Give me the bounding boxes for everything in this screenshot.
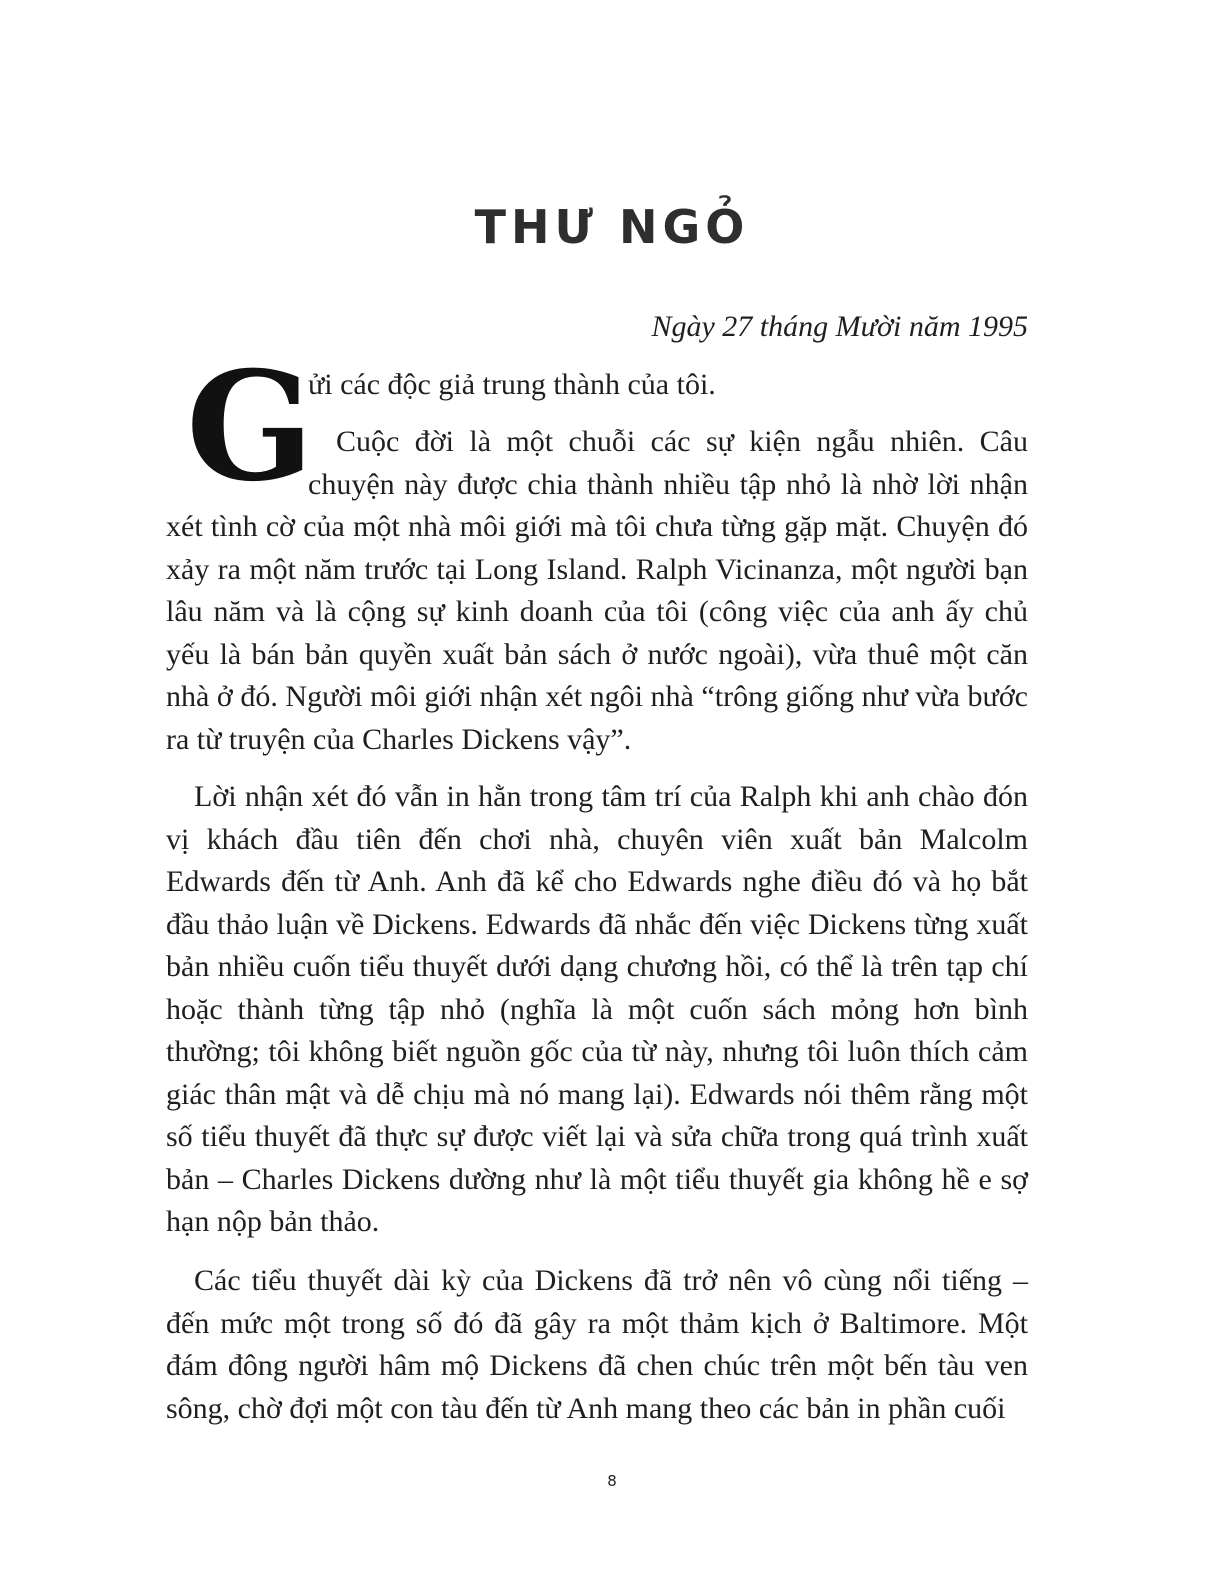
page-number: 8 bbox=[607, 1472, 617, 1490]
chapter-title: THƯ NGỎ bbox=[474, 200, 750, 254]
paragraph-1-text: Cuộc đời là một chuỗi các sự kiện ngẫu nhiên. Câu chuyện này được chia thành nhiều tập nhỏ là nhờ lời nhận xét tình cờ của một nhà môi giới mà tôi chưa từng gặp mặt. Chuyện đó xảy ra một năm trước tại Long Island. Ralph Vicinanza, một người bạn lâu năm và là cộng sự kinh doanh của tôi (công việc của anh ấy chủ yếu là bán bản quyền xuất bản sách ở nước ngoài), vừa thuê một căn nhà ở đó. Người môi giới nhận xét ngôi nhà “trông giống như vừa bước ra từ truyện của Charles Dickens vậy”. bbox=[166, 425, 1028, 756]
paragraph-2: Lời nhận xét đó vẫn in hằn trong tâm trí của Ralph khi anh chào đón vị khách đầu tiên đến chơi nhà, chuyên viên xuất bản Malcolm Edwards đến từ Anh. Anh đã kể cho Edwards nghe điều đó và họ bắt đầu thảo luận về Dickens. Edwards đã nhắc đến việc Dickens từng xuất bản nhiều cuốn tiểu thuyết dưới dạng chương hồi, có thể là trên tạp chí hoặc thành từng tập nhỏ (nghĩa là một cuốn sách mỏng hơn bình thường; tôi không biết nguồn gốc của từ này, nhưng tôi luôn thích cảm giác thân mật và dễ chịu mà nó mang lại). Edwards nói thêm rằng một số tiểu thuyết đã thực sự được viết lại và sửa chữa trong quá trình xuất bản – Charles Dickens dường như là một tiểu thuyết gia không hề e sợ hạn nộp bản thảo. bbox=[166, 780, 1028, 1238]
letter-date: Ngày 27 tháng Mười năm 1995 bbox=[651, 310, 1028, 343]
drop-cap-wrap-space bbox=[166, 421, 308, 506]
paragraph-1 bbox=[166, 421, 1028, 761]
salutation-line: ửi các độc giả trung thành của tôi. bbox=[308, 368, 716, 401]
paragraph-3: Các tiểu thuyết dài kỳ của Dickens đã trở nên vô cùng nổi tiếng – đến mức một trong số đó đã gây ra một thảm kịch ở Baltimore. Một đám đông người hâm mộ Dickens đã chen chúc trên một bến tàu ven sông, chờ đợi một con tàu đến từ Anh mang theo các bản in phần cuối bbox=[166, 1264, 1028, 1425]
drop-cap-letter: G bbox=[186, 339, 315, 515]
